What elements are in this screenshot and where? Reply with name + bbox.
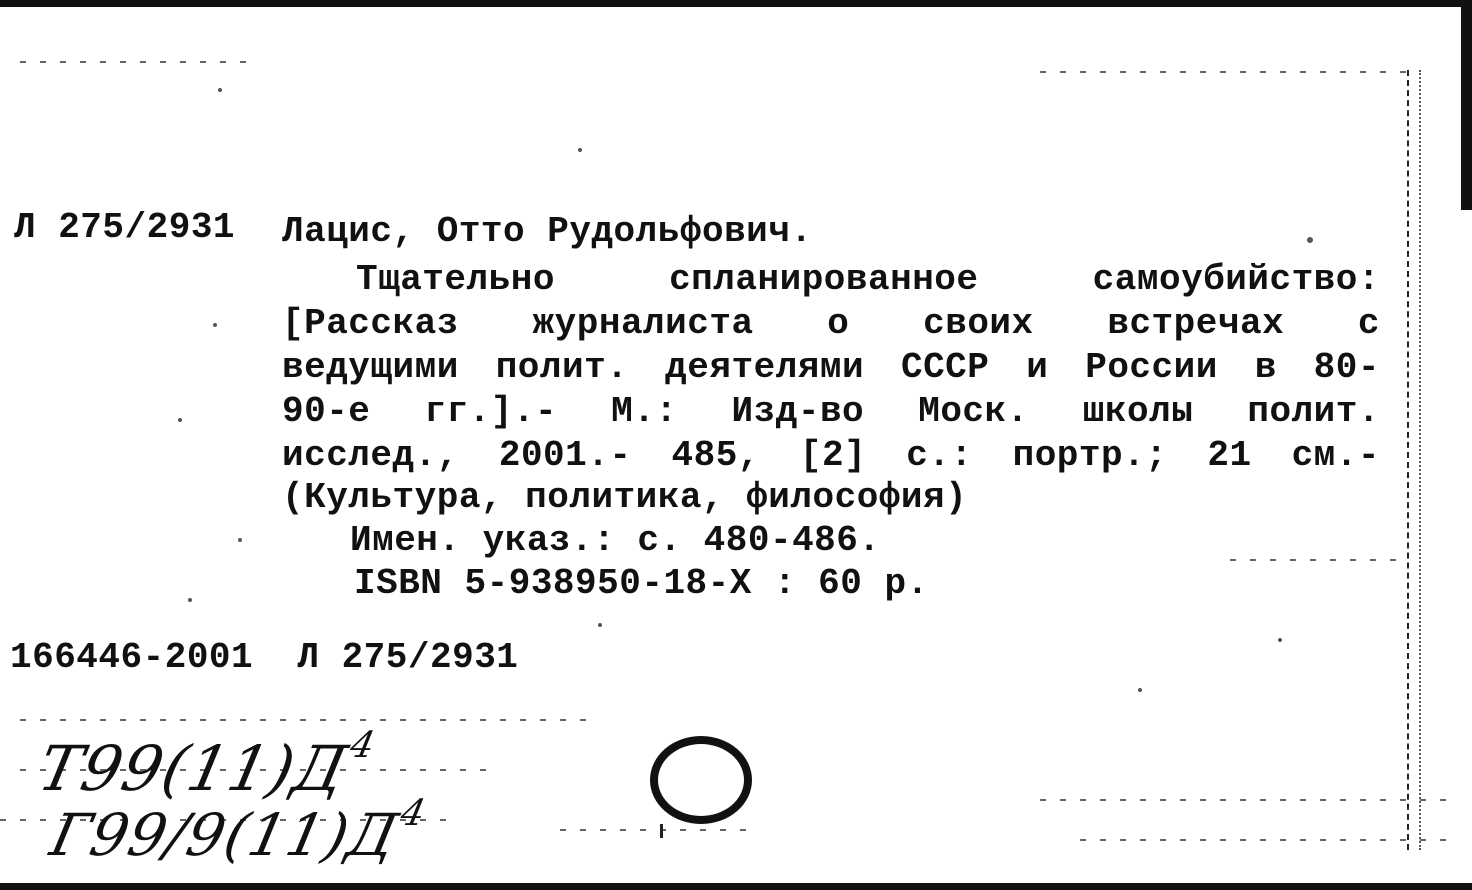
- description-line: Тщательно спланированное самоубийство:: [356, 259, 1380, 300]
- handwritten-code: Т99(11)Д: [32, 732, 354, 805]
- series-line: (Культура, политика, философия): [282, 477, 968, 518]
- card-vertical-rule-dotted: [1419, 70, 1421, 850]
- card-vertical-rule: [1407, 70, 1409, 850]
- description-line: [Рассказ журналиста о своих встречах с: [282, 303, 1380, 344]
- handwritten-classification-1: [32, 725, 380, 805]
- handwritten-superscript: 4: [397, 793, 430, 834]
- inventory-id: 166446-2001: [10, 637, 254, 678]
- stamp-tick-mark: [660, 824, 663, 838]
- inventory-number: [10, 637, 519, 678]
- inventory-shelfmark: Л 275/2931: [297, 637, 519, 678]
- handwritten-superscript: 4: [346, 725, 380, 766]
- card-top-edge: [0, 0, 1472, 7]
- card-right-edge: [1461, 0, 1472, 210]
- description-line: 90-е гг.].- М.: Изд-во Моск. школы полит.: [282, 391, 1380, 432]
- handwritten-code: Г99/9(11)Д: [44, 801, 405, 869]
- shelfmark: Л 275/2931: [14, 207, 236, 248]
- circle-stamp: [650, 736, 752, 824]
- description-line: ведущими полит. деятелями СССР и России в 80-: [282, 347, 1380, 388]
- isbn-price: ISBN 5-938950-18-X : 60 р.: [354, 563, 929, 604]
- description-line: исслед., 2001.- 485, [2] с.: портр.; 21 см.-: [282, 435, 1380, 476]
- index-note: Имен. указ.: с. 480-486.: [350, 520, 881, 561]
- author-heading: Лацис, Отто Рудольфович.: [282, 211, 813, 252]
- card-bottom-edge: [0, 883, 1472, 890]
- handwritten-classification-2: [44, 793, 430, 869]
